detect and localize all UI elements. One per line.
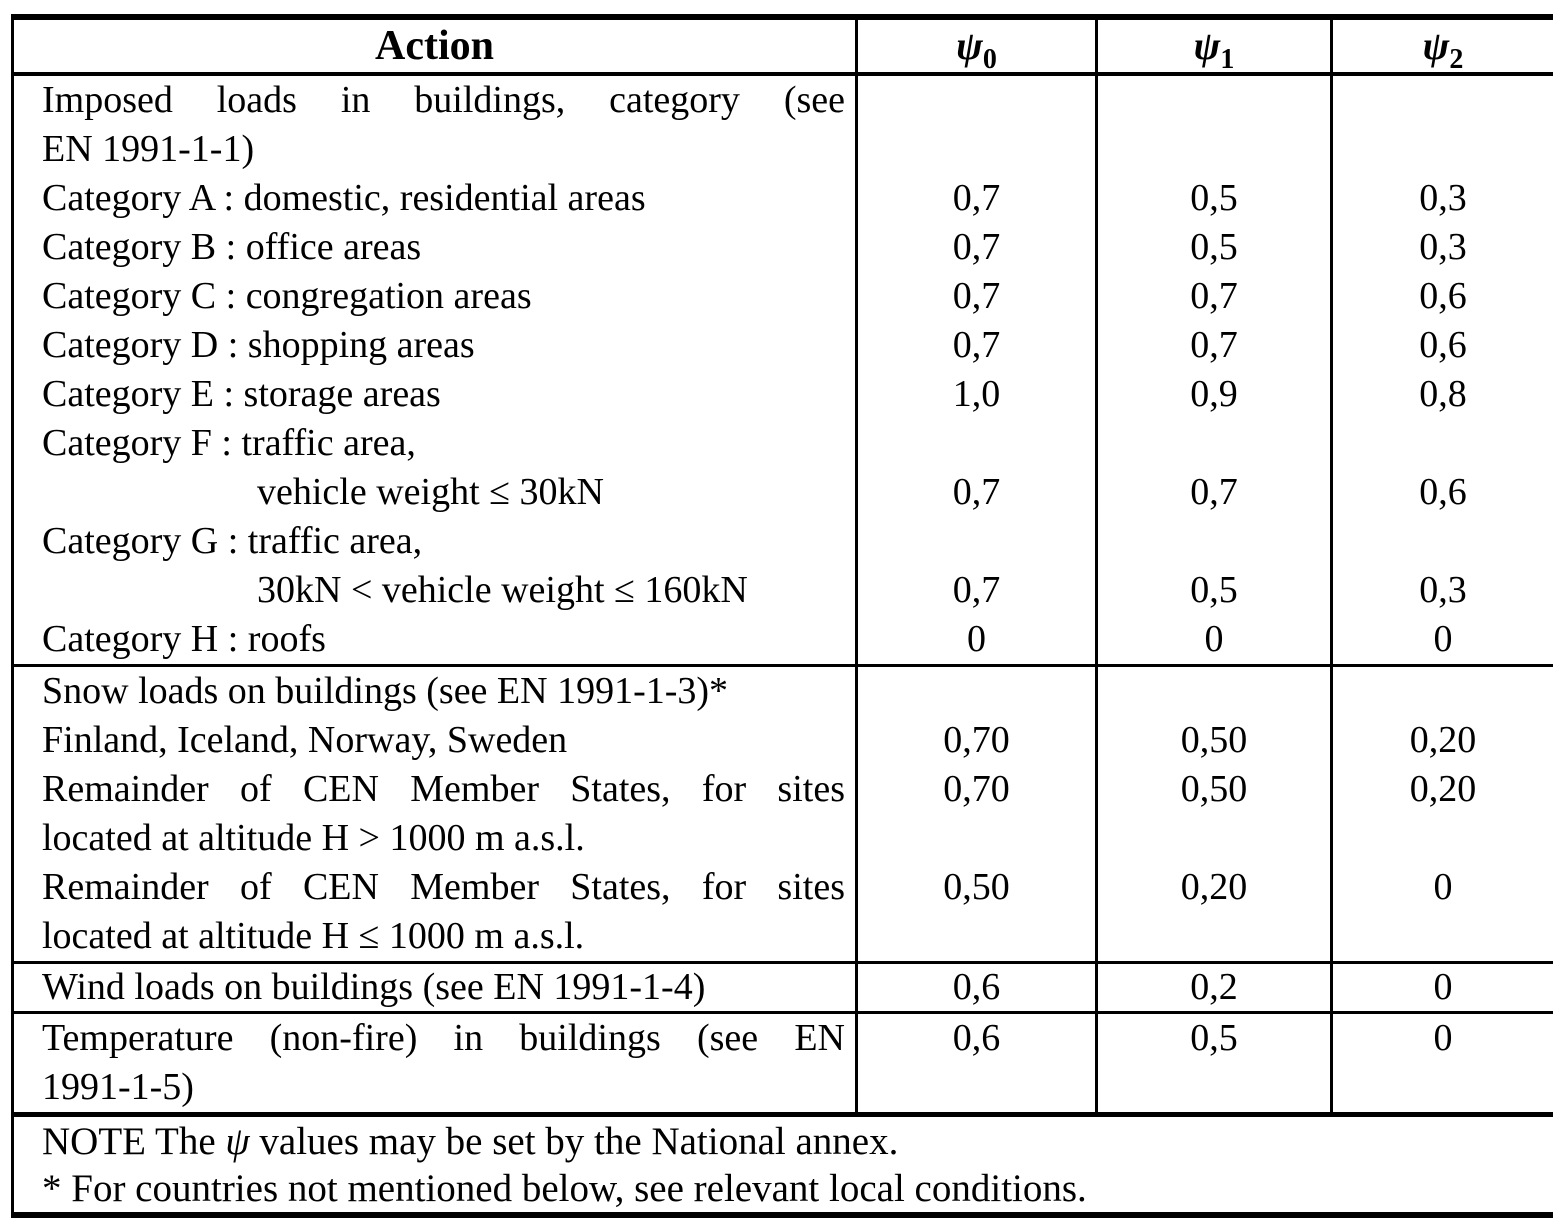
action-text: Temperature (non-fire) in buildings (see EN bbox=[42, 1017, 845, 1059]
action-text: vehicle weight ≤ 30kN bbox=[257, 471, 604, 513]
psi0-value bbox=[855, 517, 1095, 566]
psi-factors-table bbox=[11, 14, 1553, 1218]
psi2-value bbox=[1330, 76, 1553, 125]
note-row bbox=[14, 1117, 1553, 1212]
action-text: EN 1991-1-1) bbox=[42, 128, 255, 170]
psi0-value: 0,7 bbox=[855, 272, 1095, 321]
psi0-value bbox=[855, 912, 1095, 961]
note-text-prefix: NOTE The bbox=[42, 1120, 226, 1163]
psi2-value: 0,6 bbox=[1330, 468, 1553, 517]
action-text: Finland, Iceland, Norway, Sweden bbox=[42, 719, 568, 761]
action-text: Category F : traffic area, bbox=[42, 422, 416, 464]
psi1-value: 0,50 bbox=[1095, 765, 1330, 814]
col-header-psi1 bbox=[1095, 20, 1330, 72]
psi2-value: 0,8 bbox=[1330, 370, 1553, 419]
psi2-subscript: 2 bbox=[1449, 44, 1464, 72]
action-text: Category E : storage areas bbox=[42, 373, 441, 415]
psi1-value: 0,7 bbox=[1095, 468, 1330, 517]
psi0-value: 0,6 bbox=[855, 1014, 1095, 1063]
col-header-action: Action bbox=[375, 23, 494, 69]
table-header-row bbox=[14, 20, 1553, 76]
psi1-value: 0,7 bbox=[1095, 272, 1330, 321]
action-text: Wind loads on buildings (see EN 1991-1-4) bbox=[42, 966, 706, 1008]
psi-symbol-inline: ψ bbox=[225, 1120, 250, 1163]
psi2-value bbox=[1330, 667, 1553, 716]
psi0-subscript: 0 bbox=[982, 44, 997, 72]
psi0-value: 0,70 bbox=[855, 716, 1095, 765]
psi2-value: 0,6 bbox=[1330, 321, 1553, 370]
psi1-value: 0,50 bbox=[1095, 716, 1330, 765]
psi1-value bbox=[1095, 1063, 1330, 1112]
note-line-1 bbox=[42, 1118, 1553, 1165]
psi0-value: 0,50 bbox=[855, 863, 1095, 912]
action-text: Remainder of CEN Member States, for sites bbox=[42, 866, 845, 908]
psi2-value bbox=[1330, 517, 1553, 566]
psi1-value bbox=[1095, 912, 1330, 961]
psi1-value: 0,5 bbox=[1095, 566, 1330, 615]
psi1-subscript: 1 bbox=[1220, 44, 1235, 72]
action-text: Category G : traffic area, bbox=[42, 520, 423, 562]
psi2-symbol: ψ bbox=[1422, 23, 1450, 68]
psi0-value: 0,7 bbox=[855, 566, 1095, 615]
psi0-value: 0 bbox=[855, 615, 1095, 664]
psi0-value bbox=[855, 1063, 1095, 1112]
action-text: located at altitude H > 1000 m a.s.l. bbox=[42, 817, 585, 859]
action-text: Imposed loads in buildings, category (see bbox=[42, 79, 845, 121]
psi2-value bbox=[1330, 814, 1553, 863]
psi1-value: 0,7 bbox=[1095, 321, 1330, 370]
psi2-value: 0 bbox=[1330, 863, 1553, 912]
psi0-value: 0,70 bbox=[855, 765, 1095, 814]
psi2-value: 0 bbox=[1330, 615, 1553, 664]
psi0-value bbox=[855, 667, 1095, 716]
psi0-value: 0,7 bbox=[855, 321, 1095, 370]
action-text: Category A : domestic, residential areas bbox=[42, 177, 646, 219]
psi2-value bbox=[1330, 1063, 1553, 1112]
psi1-value bbox=[1095, 419, 1330, 468]
col-header-psi2 bbox=[1330, 20, 1553, 72]
action-text: Category D : shopping areas bbox=[42, 324, 475, 366]
psi1-value: 0,9 bbox=[1095, 370, 1330, 419]
psi2-value: 0,6 bbox=[1330, 272, 1553, 321]
action-text: Remainder of CEN Member States, for sites bbox=[42, 768, 845, 810]
note-text-suffix: values may be set by the National annex. bbox=[249, 1120, 899, 1163]
psi2-value: 0 bbox=[1330, 1014, 1553, 1063]
psi2-value: 0 bbox=[1330, 964, 1553, 1011]
psi1-value bbox=[1095, 125, 1330, 174]
psi2-value: 0,3 bbox=[1330, 174, 1553, 223]
psi2-value: 0,20 bbox=[1330, 765, 1553, 814]
psi0-value bbox=[855, 125, 1095, 174]
psi2-value: 0,20 bbox=[1330, 716, 1553, 765]
action-text: Category C : congregation areas bbox=[42, 275, 532, 317]
psi2-value: 0,3 bbox=[1330, 223, 1553, 272]
note-line-2: * For countries not mentioned below, see relevant local conditions. bbox=[42, 1167, 1087, 1210]
psi1-value bbox=[1095, 517, 1330, 566]
psi0-value: 0,7 bbox=[855, 468, 1095, 517]
action-text: Category H : roofs bbox=[42, 618, 326, 660]
psi2-value bbox=[1330, 125, 1553, 174]
psi1-value: 0,20 bbox=[1095, 863, 1330, 912]
col-header-psi0 bbox=[855, 20, 1095, 72]
section-wind-loads bbox=[14, 964, 1553, 1014]
action-text: Category B : office areas bbox=[42, 226, 422, 268]
psi1-value: 0,5 bbox=[1095, 223, 1330, 272]
psi1-symbol: ψ bbox=[1193, 23, 1221, 68]
psi0-value bbox=[855, 814, 1095, 863]
action-text: 1991-1-5) bbox=[42, 1066, 194, 1108]
section-temperature bbox=[14, 1014, 1553, 1117]
psi1-value bbox=[1095, 814, 1330, 863]
psi1-value bbox=[1095, 667, 1330, 716]
action-text: located at altitude H ≤ 1000 m a.s.l. bbox=[42, 915, 585, 957]
psi2-value bbox=[1330, 912, 1553, 961]
psi1-value bbox=[1095, 76, 1330, 125]
psi0-value: 0,6 bbox=[855, 964, 1095, 1011]
section-snow-loads bbox=[14, 667, 1553, 964]
psi2-value: 0,3 bbox=[1330, 566, 1553, 615]
psi0-value bbox=[855, 419, 1095, 468]
psi0-value bbox=[855, 76, 1095, 125]
psi1-value: 0,5 bbox=[1095, 1014, 1330, 1063]
action-text: 30kN < vehicle weight ≤ 160kN bbox=[257, 569, 748, 611]
psi2-value bbox=[1330, 419, 1553, 468]
action-text: Snow loads on buildings (see EN 1991-1-3)* bbox=[42, 670, 729, 712]
psi0-value: 0,7 bbox=[855, 223, 1095, 272]
section-imposed-loads bbox=[14, 76, 1553, 667]
psi1-value: 0 bbox=[1095, 615, 1330, 664]
psi0-symbol: ψ bbox=[956, 23, 983, 68]
psi0-value: 0,7 bbox=[855, 174, 1095, 223]
psi1-value: 0,5 bbox=[1095, 174, 1330, 223]
psi0-value: 1,0 bbox=[855, 370, 1095, 419]
psi1-value: 0,2 bbox=[1095, 964, 1330, 1011]
